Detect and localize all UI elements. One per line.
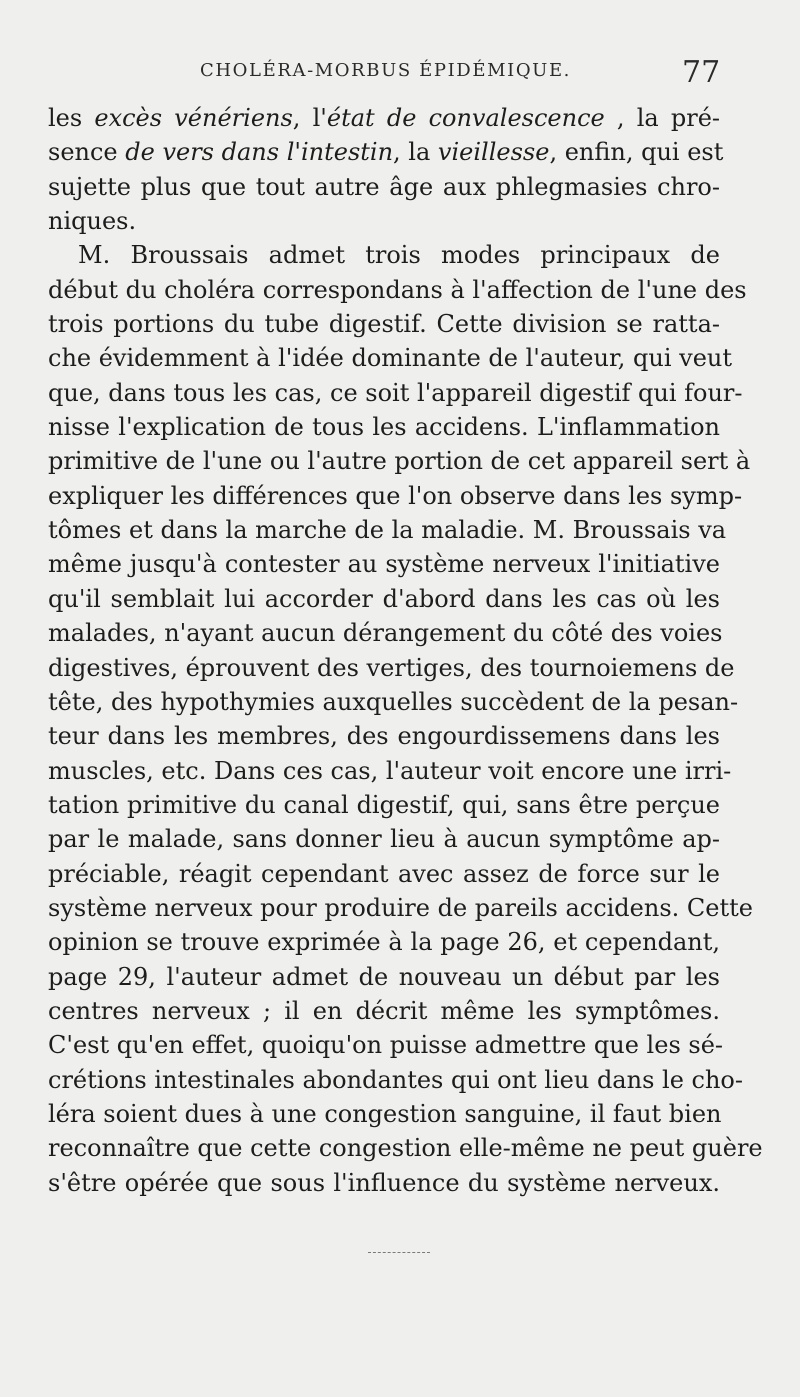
text-line — [48, 994, 720, 1028]
text-line — [48, 547, 720, 581]
text-run: que, dans tous les cas, ce soit l'appareil digestif qui four- — [48, 378, 743, 407]
running-title: CHOLÉRA-MORBUS ÉPIDÉMIQUE. — [200, 60, 572, 81]
text-run: crétions intestinales abondantes qui ont lieu dans le cho- — [48, 1065, 743, 1094]
text-run: tête, des hypothymies auxquelles succèdent de la pesan- — [48, 687, 739, 716]
text-run: préciable, réagit cependant avec assez de force sur le — [48, 859, 720, 888]
text-line — [48, 685, 739, 719]
text-line — [48, 582, 720, 616]
text-run: , la pré- — [604, 104, 721, 132]
text-run: nisse l'explication de tous les accidens. L'inflammation — [48, 413, 720, 442]
text-line — [48, 204, 720, 238]
text-run: centres nerveux ; il en décrit même les symptômes. — [48, 996, 720, 1025]
text-line — [48, 273, 747, 307]
text-line — [48, 101, 720, 135]
text-run: léra soient dues à une congestion sanguine, il faut bien — [48, 1099, 722, 1128]
text-line — [48, 925, 720, 959]
text-line — [48, 1131, 763, 1165]
text-run: niques. — [48, 207, 137, 236]
text-line — [48, 135, 724, 169]
text-line — [48, 1166, 720, 1200]
text-run: C'est qu'en effet, quoiqu'on puisse admettre que les sé- — [48, 1031, 724, 1060]
text-run: même jusqu'à contester au système nerveux l'initiative — [48, 550, 720, 579]
text-line — [48, 341, 733, 375]
text-run: sence — [48, 138, 126, 167]
page-number: 77 — [682, 55, 721, 90]
text-line — [48, 960, 720, 994]
text-run: sujette plus que tout autre âge aux phlegmasies chro- — [48, 172, 720, 201]
text-line — [48, 651, 735, 685]
text-run: tômes et dans la marche de la maladie. M. Broussais va — [48, 516, 727, 545]
text-line — [48, 1097, 720, 1131]
text-line — [48, 788, 720, 822]
text-line — [48, 307, 720, 341]
text-run: , la — [393, 138, 438, 167]
text-run: page 29, l'auteur admet de nouveau un début par les — [48, 962, 720, 991]
text-line — [48, 479, 743, 513]
text-line — [48, 616, 723, 650]
text-run: par le malade, sans donner lieu à aucun symptôme ap- — [48, 825, 720, 854]
text-line — [48, 238, 720, 272]
text-line — [48, 444, 751, 478]
text-line — [48, 376, 743, 410]
text-line — [48, 891, 753, 925]
text-run: expliquer les différences que l'on observe dans les symp- — [48, 481, 743, 510]
text-run: début du choléra correspondans à l'affection de l'une des — [48, 275, 747, 304]
text-line — [48, 513, 727, 547]
text-run: tation primitive du canal digestif, qui, sans être perçue — [48, 790, 720, 819]
text-run: muscles, etc. Dans ces cas, l'auteur voit encore une irri- — [48, 756, 732, 785]
text-run: teur dans les membres, des engourdissemens dans les — [48, 722, 720, 751]
text-run: les — [48, 104, 95, 132]
text-line — [48, 857, 720, 891]
text-run: , l' — [292, 104, 327, 132]
italic-phrase: de vers dans l'intestin — [125, 138, 394, 167]
text-line — [48, 719, 720, 753]
text-run: digestives, éprouvent des vertiges, des tournoiemens de — [48, 653, 735, 682]
text-line — [48, 822, 720, 856]
text-line — [48, 1028, 724, 1062]
text-run: reconnaître que cette congestion elle-même ne peut guère — [48, 1134, 763, 1163]
text-run: système nerveux pour produire de pareils accidens. Cette — [48, 893, 753, 922]
text-run: M. Broussais admet trois modes principaux de — [78, 241, 720, 270]
italic-phrase: état de convalescence — [326, 104, 605, 132]
text-run: trois portions du tube digestif. Cette division se ratta- — [48, 310, 720, 339]
text-run: s'être opérée que sous l'influence du système nerveux. — [48, 1168, 720, 1197]
text-line — [48, 1063, 743, 1097]
text-line — [48, 170, 720, 204]
text-run: malades, n'ayant aucun dérangement du côté des voies — [48, 619, 723, 648]
body-text — [48, 101, 763, 1200]
italic-phrase: vieillesse — [437, 138, 550, 167]
italic-phrase: excès vénériens — [94, 104, 293, 132]
text-line — [48, 754, 732, 788]
end-ornament — [368, 1246, 430, 1253]
text-run: opinion se trouve exprimée à la page 26, et cependant, — [48, 928, 720, 957]
text-run: che évidemment à l'idée dominante de l'auteur, qui veut — [48, 344, 733, 373]
text-run: qu'il semblait lui accorder d'abord dans les cas où les — [48, 584, 720, 613]
text-run: , enfin, qui est — [549, 138, 724, 167]
text-run: primitive de l'une ou l'autre portion de cet appareil sert à — [48, 447, 751, 476]
text-line — [48, 410, 720, 444]
